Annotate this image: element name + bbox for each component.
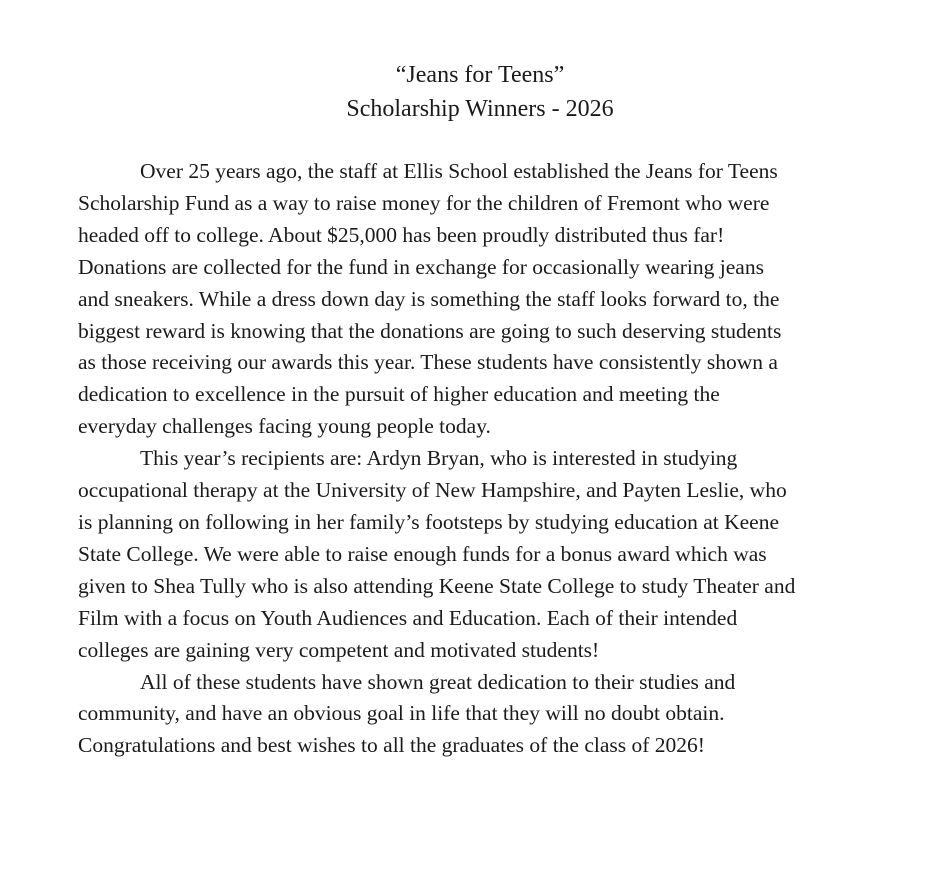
paragraph-line: colleges are gaining very competent and motivated students! — [78, 637, 600, 662]
paragraph-line: State College. We were able to raise enough funds for a bonus award which was — [78, 541, 767, 566]
title-line-1: “Jeans for Teens” — [395, 62, 565, 88]
paragraph-line: Donations are collected for the fund in exchange for occasionally wearing jeans — [78, 254, 764, 279]
paragraph-line: Film with a focus on Youth Audiences and Education. Each of their intended — [78, 605, 738, 630]
paragraph-line: Congratulations and best wishes to all the graduates of the class of 2026! — [78, 733, 705, 758]
document-title — [0, 58, 939, 126]
paragraph-line: biggest reward is knowing that the donations are going to such deserving students — [78, 318, 782, 343]
paragraph-line: occupational therapy at the University of New Hampshire, and Payten Leslie, who — [78, 478, 787, 503]
paragraph-2 — [78, 443, 898, 666]
paragraph-line: Over 25 years ago, the staff at Ellis School established the Jeans for Teens — [140, 159, 778, 183]
title-line-2: Scholarship Winners - 2026 — [346, 96, 614, 122]
paragraph-line: given to Shea Tully who is also attending Keene State College to study Theater and — [78, 573, 796, 598]
paragraph-1 — [78, 156, 898, 443]
paragraph-line: Scholarship Fund as a way to raise money for the children of Fremont who were — [78, 190, 770, 215]
paragraph-line: is planning on following in her family’s footsteps by studying education at Keene — [78, 509, 780, 534]
paragraph-line: headed off to college. About $25,000 has been proudly distributed thus far! — [78, 222, 725, 247]
paragraph-line: and sneakers. While a dress down day is something the staff looks forward to, the — [78, 286, 780, 311]
document-body — [78, 156, 898, 762]
paragraph-line: community, and have an obvious goal in life that they will no doubt obtain. — [78, 701, 725, 726]
paragraph-line: dedication to excellence in the pursuit of higher education and meeting the — [78, 382, 720, 407]
paragraph-line: This year’s recipients are: Ardyn Bryan, who is interested in studying — [140, 446, 738, 471]
paragraph-line: All of these students have shown great dedication to their studies and — [140, 669, 736, 694]
paragraph-line: everyday challenges facing young people today. — [78, 414, 491, 439]
paragraph-line: as those receiving our awards this year. These students have consistently shown a — [78, 350, 778, 375]
paragraph-3 — [78, 667, 898, 763]
